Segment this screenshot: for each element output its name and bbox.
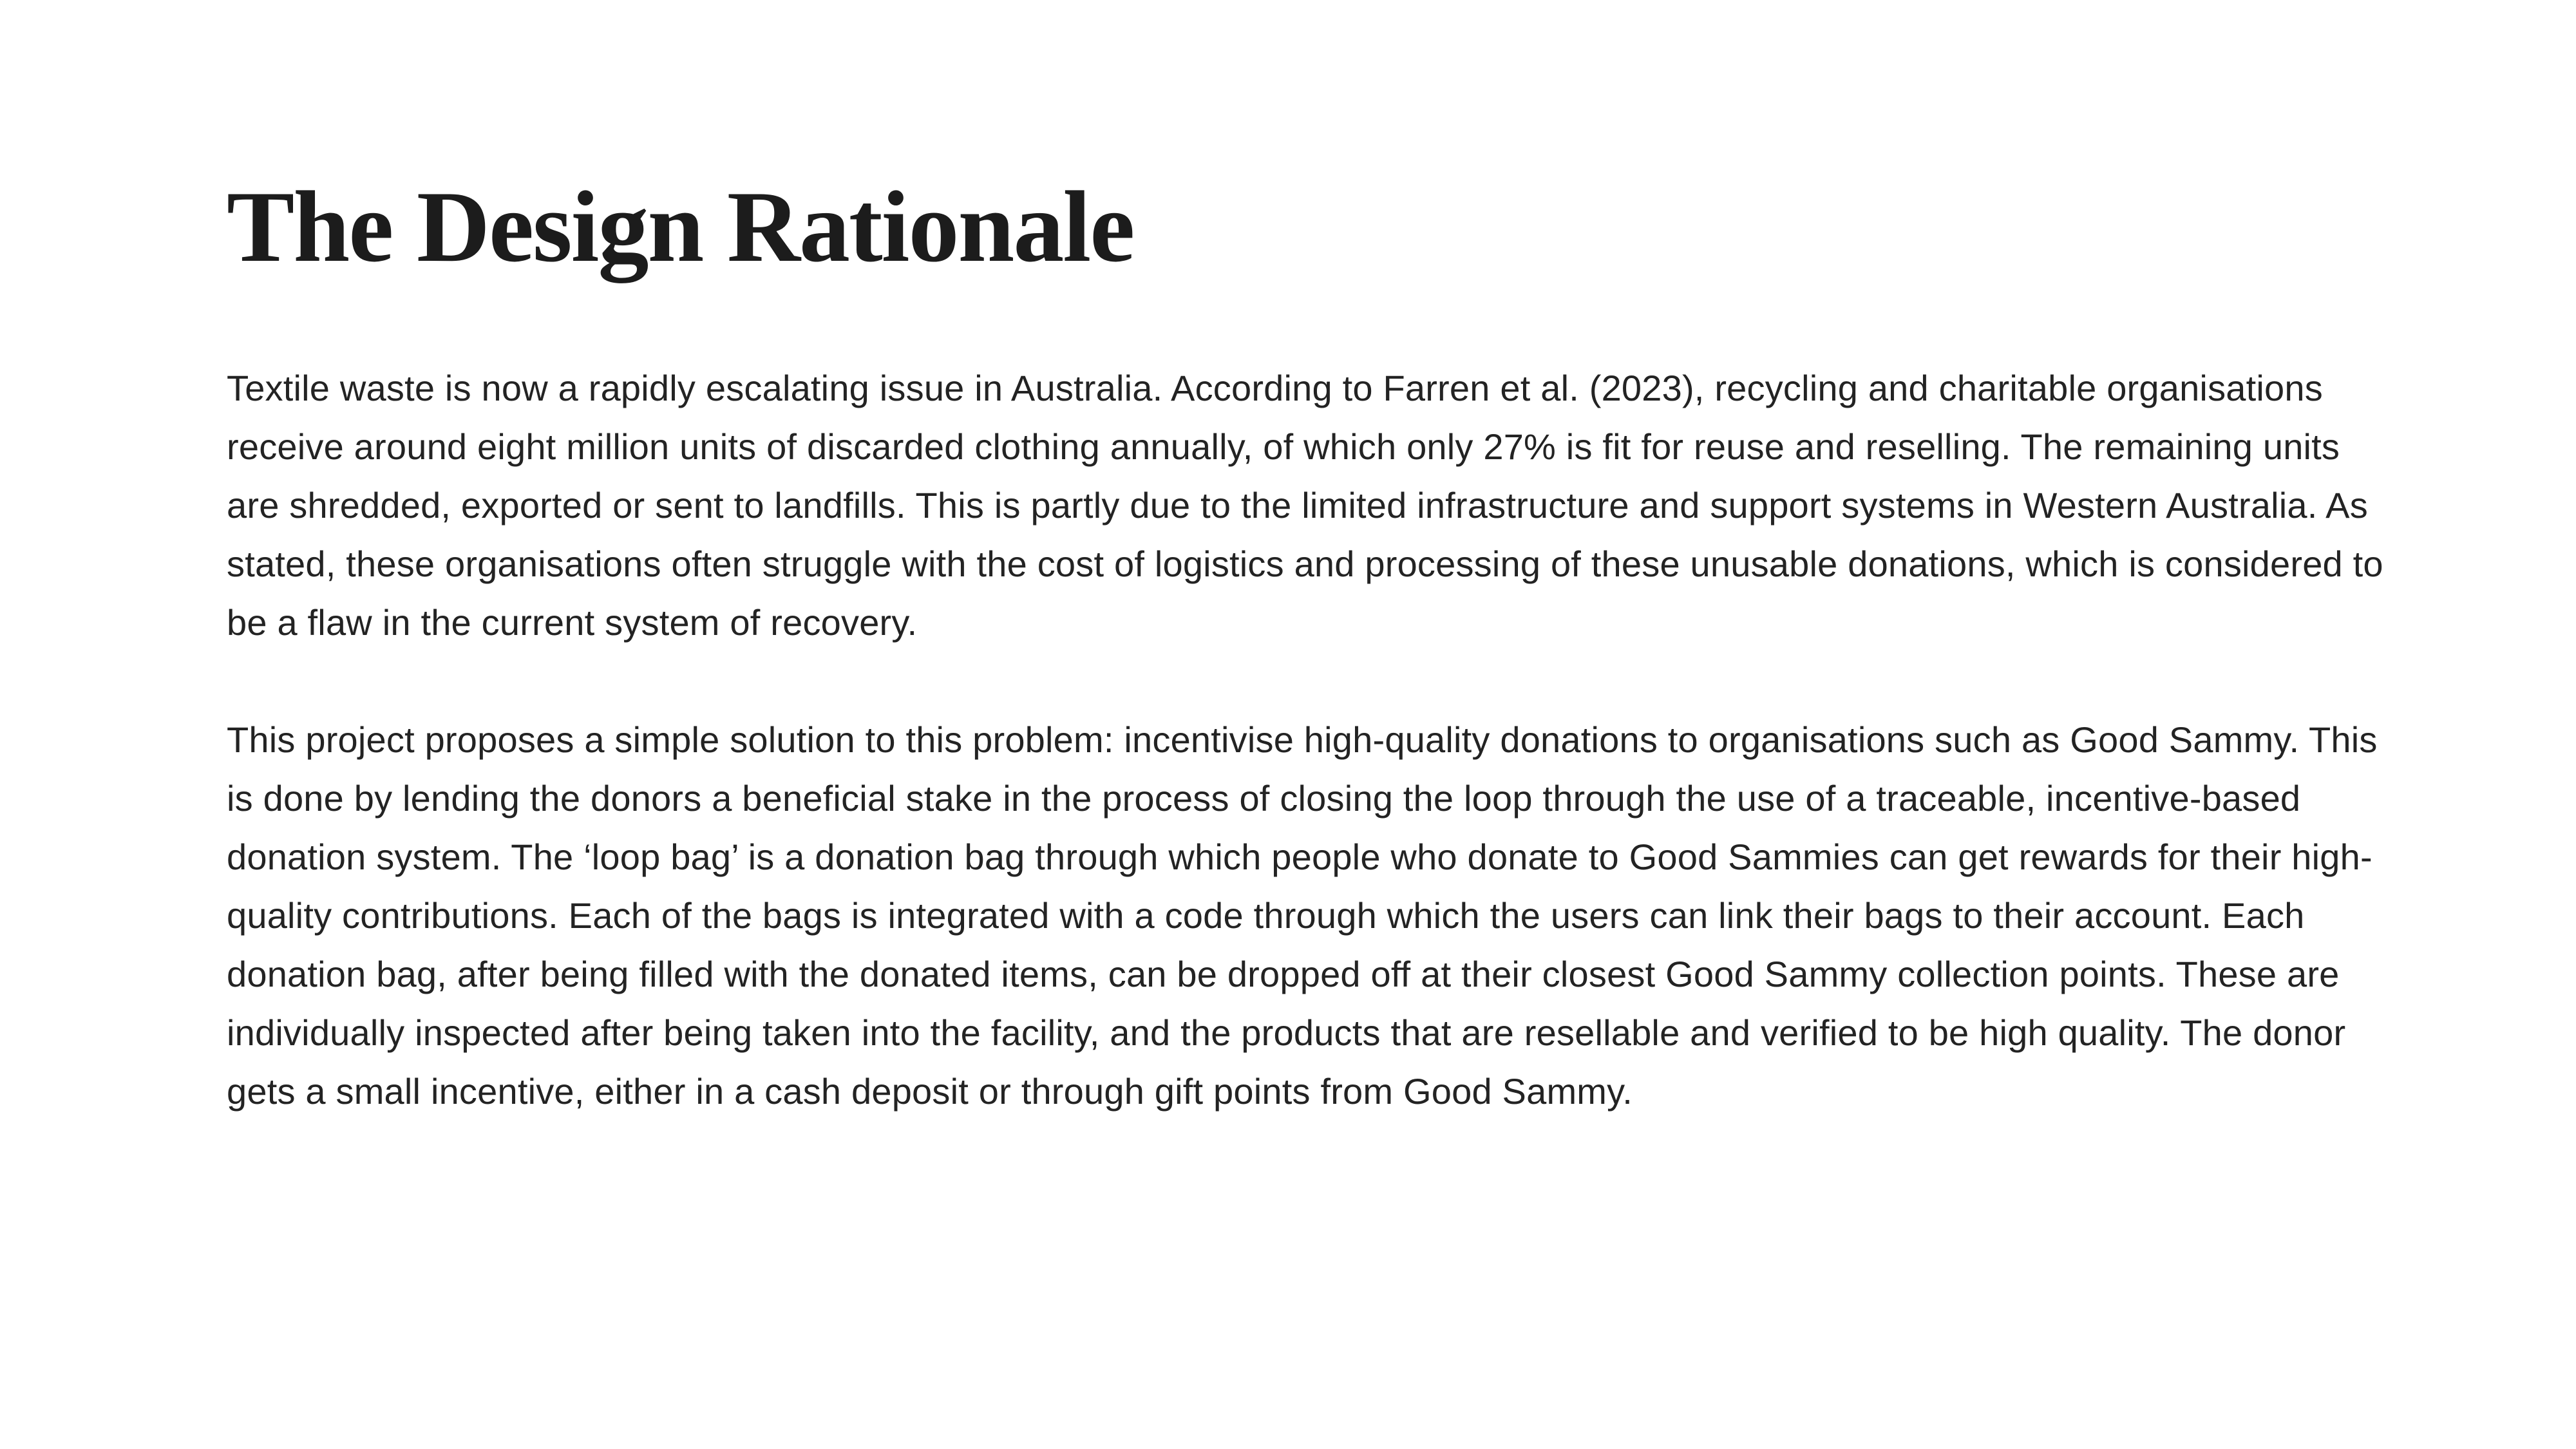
body-paragraph: This project proposes a simple solution to this problem: incentivise high-quality donations to organisations such as Good Sammy. This is done by lending the donors a beneficial stake in the process of closing the loop through the use of a traceable, incentive-based donation system. The ‘loop bag’ is a donation bag through which people who donate to Good Sammies can get rewards for their high-quality contributions. Each of the bags is integrated with a code through which the users can link their bags to their account. Each donation bag, after being filled with the donated items, can be dropped off at their closest Good Sammy collection points. These are individually inspected after being taken into the facility, and the products that are resellable and verified to be high quality. The donor gets a small incentive, either in a cash deposit or through gift points from Good Sammy. — [227, 719, 2378, 1112]
page-title: The Design Rationale — [227, 171, 1134, 283]
body-copy — [227, 359, 2384, 1121]
body-paragraph: Textile waste is now a rapidly escalating issue in Australia. According to Farren et al. (2023), recycling and charitable organisations receive around eight million units of discarded clothing annually, of which only 27% is fit for reuse and reselling. The remaining units are shredded, exported or sent to landfills. This is partly due to the limited infrastructure and support systems in Western Australia. As stated, these organisations often struggle with the cost of logistics and processing of these unusable donations, which is considered to be a flaw in the current system of recovery. — [227, 367, 2383, 643]
